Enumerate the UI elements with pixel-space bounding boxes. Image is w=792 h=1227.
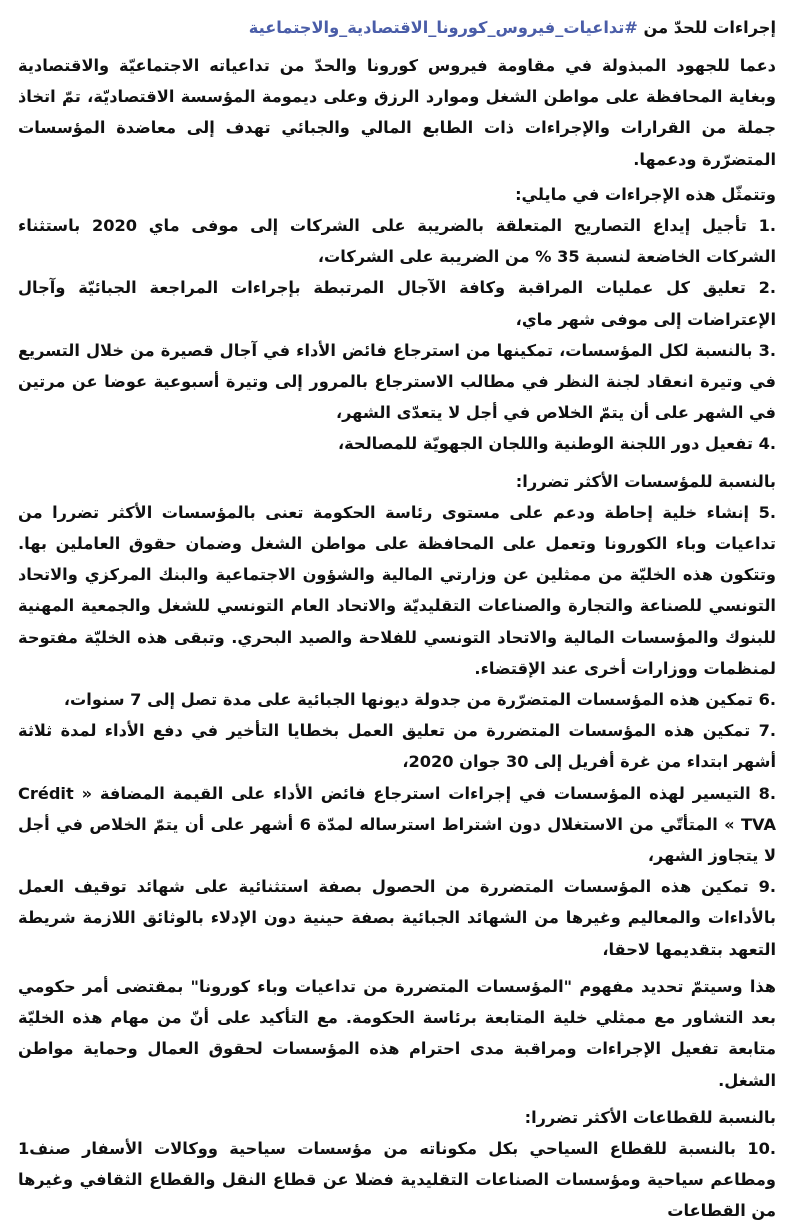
list-item: .3 بالنسبة لكل المؤسسات، تمكينها من استرجاع فائض الأداء في آجال قصيرة من خلال التسريع في وتيرة انعقاد لجنة النظر في مطالب الاسترجاع بالمرور إلى وتيرة أسبوعية عوضا عن مرتين في الشهر على أن يتمّ الخلاص في أجل لا يتعدّى الشهر، <box>18 340 776 423</box>
list-item: .5 إنشاء خلية إحاطة ودعم على مستوى رئاسة الحكومة تعنى بالمؤسسات الأكثر تضررا من تداعيات وباء الكورونا وتعمل على المحافظة على مواطن الشغل وضمان حقوق العاملين بها. وتتكون هذه الخليّة من ممثلين عن وزارتي المالية والشؤون الاجتماعية والبنك المركزي والاتحاد التونسي للصناعة والتجارة والصناعات التقليديّة والاتحاد العام التونسي للشغل والجمعية المهنية للبنوك والمؤسسات المالية والاتحاد التونسي للفلاحة والصيد البحري. وتبقى هذه الخليّة مفتوحة لمنظمات ووزارات أخرى عند الإقتضاء. <box>18 502 776 678</box>
list-item: .9 تمكين هذه المؤسسات المتضررة من الحصول بصفة استثنائية على شهائد توقيف العمل بالأداءات والمعاليم وغيرها من الشهائد الجبائية بصفة حينية دون الإدلاء بالوثائق اللازمة شريطة التعهد بتقديمها لاحقا، <box>18 877 776 959</box>
list-item: .2 تعليق كل عمليات المراقبة وكافة الآجال المرتبطة بإجراءات المراجعة الجبائيّة وآجال الإعتراضات إلى موفى شهر ماي، <box>18 278 776 329</box>
list-item: .10 بالنسبة للقطاع السياحي بكل مكوناته من مؤسسات سياحية ووكالات الأسفار صنف1 ومطاعم سياحية ومؤسسات الصناعات التقليدية فضلا عن قطاع النقل والقطاع الثقافي وغيرها من القطاعات <box>18 1138 776 1221</box>
title-prefix: إجراءات للحدّ من <box>637 18 776 37</box>
section1-heading: وتتمثّل هذه الإجراءات في مايلي: <box>515 184 776 204</box>
list-item: .7 تمكين هذه المؤسسات المتضررة من تعليق العمل بخطايا التأخير في دفع الأداء لمدة ثلاثة أشهر ابتداء من غرة أفريل إلى 30 جوان 2020، <box>18 721 776 772</box>
closing-paragraph: هذا وسيتمّ تحديد مفهوم "المؤسسات المتضررة من تداعيات وباء كورونا" بمقتضى أمر حكومي بعد التشاور مع ممثلي خلية المتابعة برئاسة الحكومة. مع التأكيد على أنّ من مهام هذه الخليّة متابعة تفعيل الإجراءات ومراقبة مدى احترام هذه المؤسسات لحقوق العمال وحماية مواطن الشغل. <box>18 976 776 1090</box>
list-item: .1 تأجيل إيداع التصاريح المتعلقة بالضريبة على الشركات إلى موفى ماي 2020 باستثناء الشركات الخاضعة لنسبة 35 % من الضريبة على الشركات، <box>18 216 776 267</box>
section3-heading: بالنسبة للقطاعات الأكثر تضررا: <box>524 1107 776 1127</box>
intro-paragraph: دعما للجهود المبذولة في مقاومة فيروس كورونا والحدّ من تداعياته الاجتماعيّة والاقتصادية وبغاية المحافظة على مواطن الشغل وموارد الرزق وعلى ديمومة المؤسسة الاقتصاديّة، تمّ اتخاذ جملة من القرارات والإجراءات ذات الطابع المالي والجبائي تهدف إلى معاضدة المؤسسات المتضرّرة ودعمها. <box>18 56 776 169</box>
post-title <box>18 12 776 44</box>
list-item: .8 التيسير لهذه المؤسسات في إجراءات استرجاع فائض الأداء على القيمة المضافة « Crédit TVA » المتأتّي من الاستغلال دون اشتراط استرساله لمدّة 6 أشهر على أن يتمّ الخلاص في أجل لا يتجاوز الشهر، <box>18 783 776 866</box>
list-item: .6 تمكين هذه المؤسسات المتضرّرة من جدولة ديونها الجبائية على مدة تصل إلى 7 سنوات، <box>63 690 776 710</box>
section2-heading: بالنسبة للمؤسسات الأكثر تضررا: <box>515 471 776 491</box>
hashtag-link[interactable]: #تداعيات_فيروس_كورونا_الاقتصادية_والاجتماعية <box>248 18 638 37</box>
list-item: .4 تفعيل دور اللجنة الوطنية واللجان الجهويّة للمصالحة، <box>337 434 776 454</box>
